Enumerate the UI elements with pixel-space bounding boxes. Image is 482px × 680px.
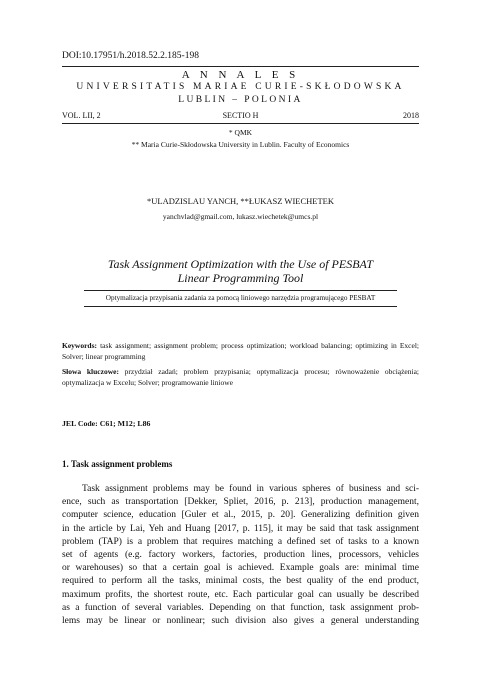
body-line: or warehouses) so that a certain goal is achieved. Example goals are: minimal time <box>62 563 419 574</box>
title-rule <box>84 290 397 291</box>
body-line: computer science, education [Guler et al., 2015, p. 20]. Generalizing definition given <box>62 510 419 521</box>
body-line: ence, such as transportation [Dekker, Spliet, 2016, p. 213], production management, <box>62 497 419 508</box>
body-line: required to perform all the tasks, minimal costs, the best quality of the end product, <box>62 576 419 587</box>
body-line: problem (TAP) is a problem that requires matching a defined set of tasks to a known <box>62 536 419 547</box>
doi: DOI:10.17951/h.2018.52.2.185-198 <box>62 51 199 61</box>
publication-year: 2018 <box>403 111 419 120</box>
keywords-polish <box>62 366 419 388</box>
body-line: in the article by Lai, Yeh and Huang [2017, p. 115], it may be said that task assignment <box>62 523 419 534</box>
subtitle-rule <box>84 306 397 307</box>
volume-rule <box>62 123 419 124</box>
affiliation-2: ** Maria Curie-Skłodowska University in Lublin. Faculty of Economics <box>131 140 350 149</box>
section-label: SECTIO H <box>222 111 259 120</box>
authors: *ULADZISLAU YANCH, **ŁUKASZ WIECHETEK <box>147 196 334 206</box>
paper-subtitle: Optymalizacja przypisania zadania za pomocą liniowego narzędzia programującego PESBAT <box>105 294 376 302</box>
body-line: as a function of several variables. Depending on that function, task assignment prob- <box>62 602 419 613</box>
keywords-pl-label: Słowa kluczowe: <box>62 367 119 376</box>
affiliation-1: * QMK <box>228 128 253 137</box>
volume-number: VOL. LII, 2 <box>62 111 101 120</box>
title-line: Task Assignment Optimization with the Use of PESBAT <box>107 257 374 271</box>
body-line: lems may be linear or nonlinear; such division also gives a general understanding <box>62 615 419 626</box>
city-name: LUBLIN – POLONIA <box>178 95 303 105</box>
section-heading: 1. Task assignment problems <box>62 459 173 469</box>
body-line: Task assignment problems may be found in various spheres of business and sci- <box>82 484 419 494</box>
body-paragraph <box>62 483 419 628</box>
jel-code: JEL Code: C61; M12; L86 <box>62 419 151 428</box>
keywords-text: task assignment; assignment problem; process optimization; workload balancing; optimizing in Excel; Solver; linear programming <box>62 341 420 361</box>
author-emails: yanchvlad@gmail.com, lukasz.wiechetek@umcs.pl <box>162 212 319 221</box>
body-line: maximum profits, the shortest route, etc. Each particular goal can usually be described <box>62 589 419 600</box>
paper-title <box>62 257 419 285</box>
title-line: Linear Programming Tool <box>177 271 304 285</box>
keywords <box>62 340 419 362</box>
body-line: set of agents (e.g. factory workers, factories, production lines, processors, vehicles <box>62 549 419 560</box>
journal-name: A N N A L E S <box>181 69 300 81</box>
keywords-pl-text: przydział zadań; problem przypisania; optymalizacja procesu; równoważenie obciążenia; optymalizacja w Excelu; Solver; programowanie liniowe <box>62 367 420 387</box>
keywords-label: Keywords: <box>62 341 97 350</box>
university-name: UNIVERSITATIS MARIAE CURIE-SKŁODOWSKA <box>76 82 405 92</box>
header-rule <box>62 66 419 67</box>
